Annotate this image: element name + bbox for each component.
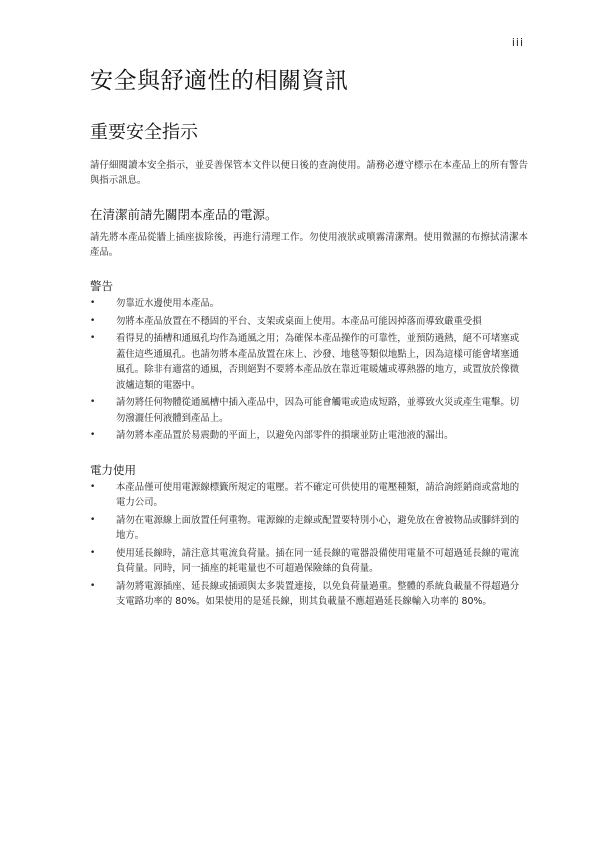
section-heading-safety-instructions: 重要安全指示 <box>90 122 198 143</box>
power-list-item <box>90 579 528 610</box>
power-text: 請勿在電源線上面放置任何重物。電源線的走線或配置要特別小心，避免放在會被物品或腳絆到的地方。 <box>116 514 520 541</box>
safety-content <box>90 118 528 612</box>
cleaning-paragraph: 請先將本產品從牆上插座拔除後，再進行清理工作。勿使用液狀或噴霧清潔劑。使用微濕的布擦拭清潔本產品。 <box>90 232 528 258</box>
cleaning-heading: 在清潔前請先關閉本產品的電源。 <box>90 207 278 222</box>
bullet-icon: • <box>90 547 96 558</box>
bullet-icon: • <box>90 514 96 525</box>
warning-list-item <box>90 395 528 426</box>
power-list-item <box>90 513 528 544</box>
warning-text: 請勿將本產品置於易震動的平面上，以避免內部零件的損壞並防止電池液的漏出。 <box>116 430 454 441</box>
warning-list-item <box>90 314 528 330</box>
warning-text: 請勿將任何物體從通風槽中插入產品中，因為可能會觸電或造成短路，並導致火災或產生電擊。切勿潑灑任何液體到產品上。 <box>116 397 520 424</box>
warning-text: 看得見的插槽和通風孔均作為通風之用；為確保本產品操作的可靠性，並預防過熱，絕不可堵塞或蓋住這些通風孔。也請勿將本產品放置在床上、沙發、地毯等類似地點上，因為這樣可能會堵塞通風孔。除非有適當的通風，否則絕對不要將本產品放在靠近電暖爐或導熱器的地方，或置放於像微波爐這類的電器中。 <box>116 333 520 391</box>
bullet-icon: • <box>90 298 96 308</box>
intro-paragraph: 請仔細閱讀本安全指示，並妥善保管本文件以便日後的查詢使用。請務必遵守標示在本產品上的所有警告與指示訊息。 <box>90 160 528 186</box>
power-text: 本產品僅可使用電源線標籤所規定的電壓。若不確定可供使用的電壓種類，請洽詢經銷商或當地的電力公司。 <box>116 481 520 508</box>
warning-list-item <box>90 331 528 393</box>
page-number: iii <box>511 36 524 49</box>
power-text: 請勿將電源插座、延長線或插頭與太多裝置連接，以免負荷量過重。整體的系統負載量不得超過分支電路功率的 80%。如果使用的是延長線，則其負載量不應超過延長線輸入功率的 80%。 <box>116 580 520 607</box>
bullet-icon: • <box>90 580 96 591</box>
warning-list-item <box>90 296 528 312</box>
bullet-icon: • <box>90 430 96 440</box>
power-heading: 電力使用 <box>90 462 136 477</box>
power-list-item <box>90 546 528 577</box>
power-text: 使用延長線時，請注意其電流負荷量。插在同一延長線的電器設備使用電量不可超過延長線的電流負荷量。同時，同一插座的耗電量也不可超過保險絲的負荷量。 <box>116 547 520 574</box>
power-list-item <box>90 480 528 511</box>
page-title: 安全與舒適性的相關資訊 <box>90 68 349 94</box>
warnings-heading: 警告 <box>90 279 113 293</box>
warning-text: 勿將本產品放置在不穩固的平台、支架或桌面上使用。本產品可能因掉落而導致嚴重受損 <box>116 315 482 327</box>
bullet-icon: • <box>90 481 96 492</box>
bullet-icon: • <box>90 315 96 326</box>
warnings-list <box>90 296 528 444</box>
power-list <box>90 480 528 610</box>
warning-list-item <box>90 428 528 444</box>
warning-text: 勿靠近水邊使用本產品。 <box>116 298 220 309</box>
bullet-icon: • <box>90 397 96 407</box>
bullet-icon: • <box>90 333 96 343</box>
